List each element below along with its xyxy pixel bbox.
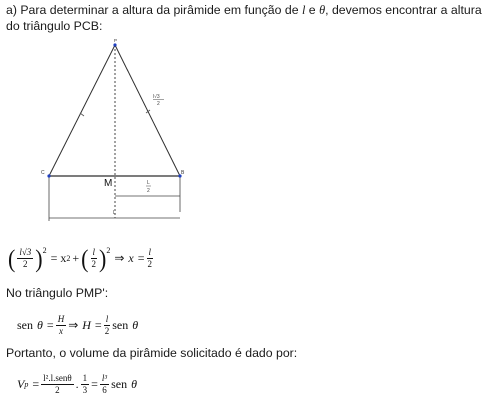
paren-close-2: ) xyxy=(99,243,107,273)
label-P: P xyxy=(114,38,118,43)
implies-sign: ⇒ xyxy=(68,318,79,332)
paren-open-2: ( xyxy=(81,243,89,273)
dot-sign: . xyxy=(75,377,79,391)
equals-sign: = xyxy=(32,377,40,391)
intro-prefix: a) Para determinar a altura da pirâmide em função de xyxy=(6,3,302,17)
frac-result xyxy=(147,247,154,270)
plus-sign: + xyxy=(72,251,80,265)
equation-3: V p = $\frac{\text{l².l.senθ}}{2}$ . $\frac{1}{3}$ = $\frac{\text{l³}}{6}$ sen θ xyxy=(17,373,138,395)
sen-fn: sen xyxy=(17,318,33,332)
var-l: l xyxy=(301,3,306,17)
paren-close-1: ) xyxy=(35,243,43,273)
equals-sign: = xyxy=(91,377,98,391)
intro-and: e xyxy=(305,3,320,17)
frac-num: l xyxy=(105,314,109,324)
frac-num: 1 xyxy=(82,373,88,383)
equals-sign: = xyxy=(137,251,145,265)
frac-l-over-2 xyxy=(104,314,111,337)
equals-sign: = xyxy=(46,318,54,332)
sen-fn: sen xyxy=(111,377,128,391)
frac-den: 2 xyxy=(91,259,96,269)
equals-sign: = xyxy=(94,318,102,332)
vertex-C xyxy=(47,174,50,177)
side-PC xyxy=(49,45,115,176)
vertex-P xyxy=(113,43,116,46)
frac-one-third xyxy=(81,373,90,396)
frac-den: 2 xyxy=(55,385,60,395)
intro-suffix: , devemos encontrar a altura xyxy=(325,3,482,17)
equation-2 xyxy=(17,314,138,337)
frac-volume-base xyxy=(41,373,74,396)
label-M: M xyxy=(104,178,113,189)
frac-den: 2 xyxy=(23,259,28,269)
label-C: C xyxy=(41,170,45,176)
frac-l-over-2 xyxy=(91,247,98,270)
frac-num: l xyxy=(92,247,96,257)
base-label: L xyxy=(113,210,116,216)
frac-l-sqrt3-over-2 xyxy=(17,247,33,270)
var-V: V xyxy=(17,377,25,391)
frac-den: 3 xyxy=(82,385,88,395)
intro-line-2: do triângulo PCB: xyxy=(6,19,103,33)
var-x: x xyxy=(128,251,134,265)
frac-num: l³ xyxy=(101,373,108,383)
frac-num: H xyxy=(57,314,65,324)
frac-H-over-x xyxy=(56,314,67,337)
tick-PC xyxy=(80,113,84,116)
theta: θ xyxy=(37,318,43,332)
frac-num: l xyxy=(148,247,152,257)
frac-num: l√3 xyxy=(19,247,32,257)
eq-x: = x xyxy=(50,251,67,265)
frac-den: 2 xyxy=(147,259,153,269)
theta: θ xyxy=(131,377,138,391)
sen-fn: sen xyxy=(112,318,129,332)
side-label-num: l√3 xyxy=(153,94,160,100)
side-label-den: 2 xyxy=(157,101,160,107)
var-H: H xyxy=(82,318,91,332)
label-B: B xyxy=(181,170,185,176)
frac-den: 6 xyxy=(102,385,107,395)
pmp-label: No triângulo PMP': xyxy=(6,286,109,300)
volume-label: Portanto, o volume da pirâmide solicitado é dado por: xyxy=(6,346,298,360)
side-PB xyxy=(115,45,180,176)
paren-open-1: ( xyxy=(8,243,16,273)
frac-den: x xyxy=(58,326,63,336)
half-base-label-den: 2 xyxy=(147,188,150,194)
theta: θ xyxy=(132,318,139,332)
equation-1: ( $\frac{l√3}{2}$ ) $^2$ = x 2 + ( $\frac{l}{2}$ ) $^2$ ⇒ x = $\frac{l}{2}$ xyxy=(8,243,153,273)
half-base-label-num: L xyxy=(147,180,150,186)
frac-l3-over-6 xyxy=(100,373,109,396)
var-theta: θ xyxy=(319,3,326,17)
frac-den: 2 xyxy=(104,326,110,336)
implies-sign: ⇒ xyxy=(114,251,125,265)
frac-num: l².l.senθ xyxy=(43,373,72,383)
